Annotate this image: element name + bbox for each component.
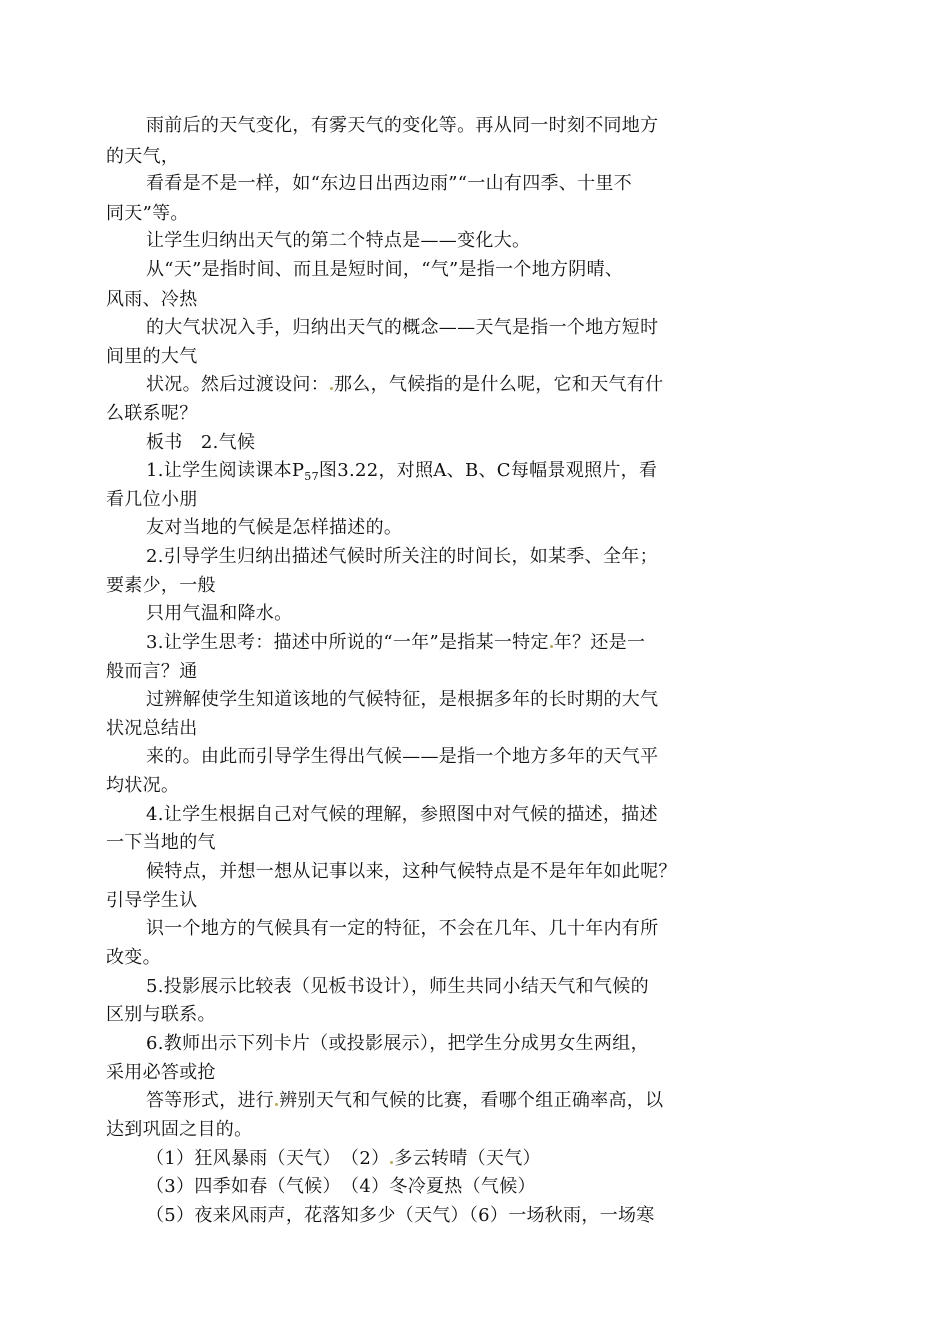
text-line: 友对当地的气候是怎样描述的。: [146, 517, 403, 538]
text-line: 过辨解使学生知道该地的气候特征，是根据多年的长时期的大气: [146, 689, 659, 710]
text-line: 风雨、冷热: [106, 289, 198, 310]
list-item: [146, 1148, 541, 1170]
text-line: 间里的大气: [106, 346, 198, 367]
text-segment: 状况。然后过渡设问：: [146, 374, 329, 395]
stray-mark: [275, 1103, 278, 1106]
text-line: 的大气状况入手，归纳出天气的概念——天气是指一个地方短时: [146, 317, 659, 338]
text-line: 让学生归纳出天气的第二个特点是——变化大。: [146, 230, 531, 251]
page-subscript: 57: [304, 470, 319, 483]
text-segment: 那么，气候指的是什么呢，它和天气有什: [334, 374, 664, 395]
text-line: [146, 632, 645, 654]
text-line: 要素少，一般: [106, 575, 216, 596]
text-segment: 3.让学生思考：描述中所说的“一年”是指某一特定: [146, 632, 549, 653]
text-segment: 多云转晴（天气）: [394, 1148, 541, 1169]
text-line: 从“天”是指时间、而且是短时间，“气”是指一个地方阴晴、: [146, 259, 624, 280]
text-line: 来的。由此而引导学生得出气候——是指一个地方多年的天气平: [146, 746, 659, 767]
text-line: [146, 1090, 663, 1112]
list-item: （3）四季如春（气候） （4）冬冷夏热（气候）: [146, 1176, 536, 1197]
text-line: 采用必答或抢: [106, 1062, 216, 1083]
text-line: 一下当地的气: [106, 832, 216, 853]
text-line: 状况总结出: [106, 718, 198, 739]
stray-mark: [390, 1161, 393, 1164]
text-line: 看看是不是一样，如“东边日出西边雨”“一山有四季、十里不: [146, 173, 633, 194]
text-line: [146, 374, 663, 396]
text-line: 只用气温和降水。: [146, 603, 293, 624]
text-line: 同天”等。: [106, 203, 189, 224]
text-line: 候特点，并想一想从记事以来，这种气候特点是不是年年如此呢？: [146, 861, 677, 882]
text-line: 区别与联系。: [106, 1004, 216, 1025]
text-line: 引导学生认: [106, 890, 198, 911]
text-line: 2.引导学生归纳出描述气候时所关注的时间长，如某季、全年；: [146, 546, 658, 567]
text-line: 看几位小朋: [106, 489, 198, 510]
text-segment: 辨别天气和气候的比赛，看哪个组正确率高，以: [279, 1090, 664, 1111]
stray-mark: [550, 645, 553, 648]
text-line: 达到巩固之目的。: [106, 1119, 253, 1140]
text-line: 么联系呢？: [106, 403, 198, 424]
text-line: 雨前后的天气变化，有雾天气的变化等。再从同一时刻不同地方: [146, 115, 659, 136]
text-segment: 年？还是一: [553, 632, 646, 653]
text-line: [146, 460, 657, 484]
stray-mark: [330, 387, 333, 390]
text-line: 般而言？通: [106, 661, 198, 682]
text-segment: （1）狂风暴雨（天气） （2）: [146, 1148, 390, 1169]
text-line: 6.教师出示下列卡片（或投影展示），把学生分成男女生两组，: [146, 1033, 649, 1054]
text-segment: 答等形式，进行: [146, 1090, 275, 1111]
text-line: 均状况。: [106, 775, 180, 796]
section-heading: 板书 2.气候: [146, 432, 256, 453]
text-line: 的天气，: [106, 146, 180, 167]
text-segment: 图3.22，对照A、B、C每幅景观照片，看: [318, 460, 658, 481]
text-line: 改变。: [106, 947, 161, 968]
list-item: （5）夜来风雨声，花落知多少（天气）（6）一场秋雨，一场寒: [146, 1205, 655, 1226]
text-line: 4.让学生根据自己对气候的理解，参照图中对气候的描述，描述: [146, 804, 658, 825]
text-line: 5.投影展示比较表（见板书设计），师生共同小结天气和气候的: [146, 976, 649, 997]
text-line: 识一个地方的气候具有一定的特征，不会在几年、几十年内有所: [146, 918, 659, 939]
text-segment: 1.让学生阅读课本P: [146, 460, 305, 481]
